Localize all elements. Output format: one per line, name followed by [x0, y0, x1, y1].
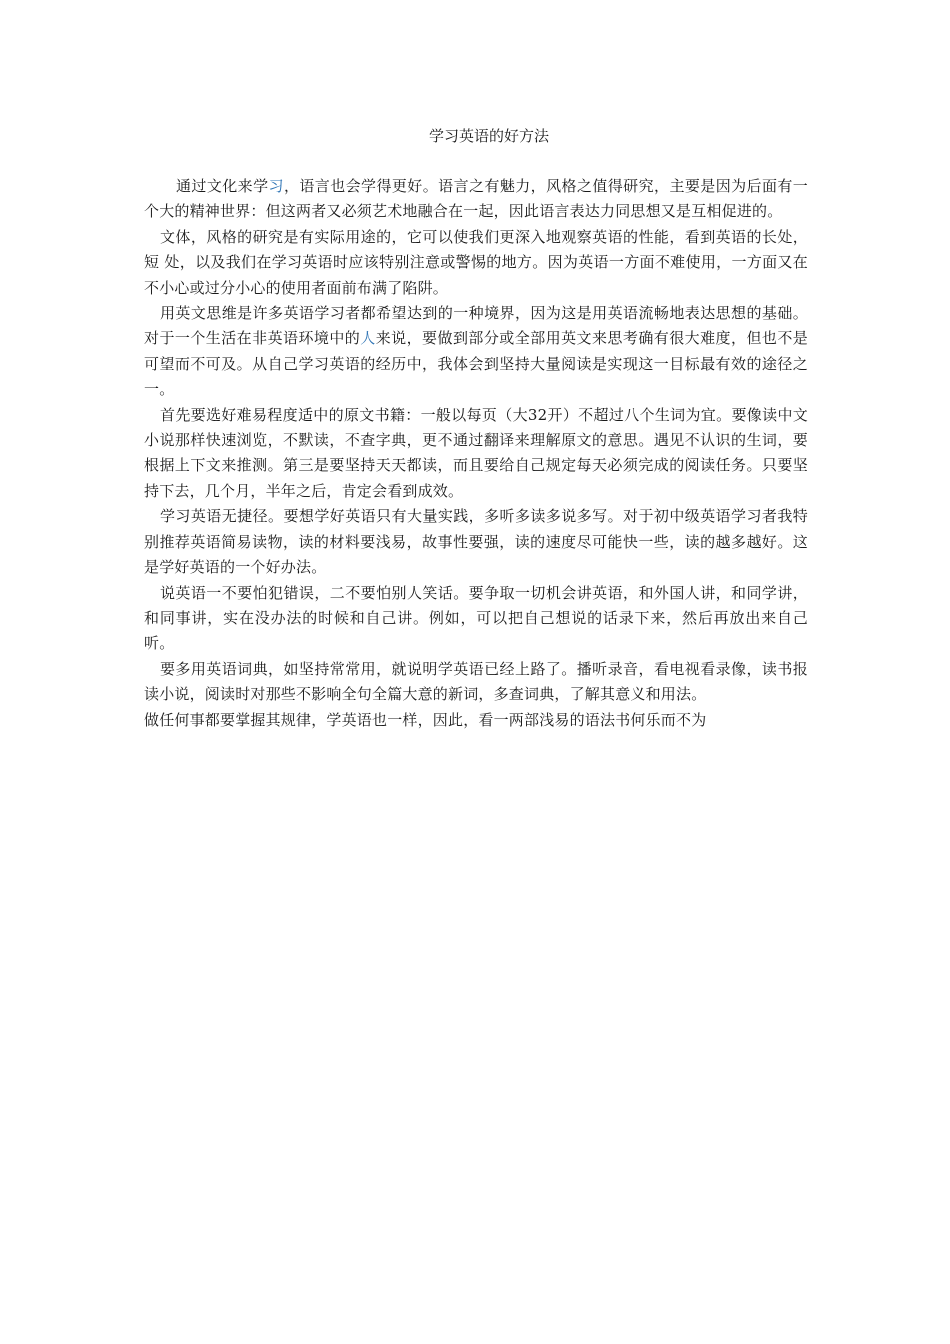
- paragraph-4: 首先要选好难易程度适中的原文书籍：一般以每页（大32开）不超过八个生词为宜。要像读中文小说那样快速浏览，不默读，不查字典，更不通过翻译来理解原文的意思。遇见不认识的生词，要根据上下文来推测。第三是要坚持天天都读，而且要给自己规定每天必须完成的阅读任务。只要坚持下去，几个月，半年之后，肯定会看到成效。: [144, 405, 808, 500]
- paragraph-3-start: 用英文思维是许多英语学习者都希望达到的一种境界，因为这是用英语流畅地表达思想的基础。对于一个生活在非英语环境中的: [144, 304, 808, 348]
- highlighted-char: 人: [360, 329, 376, 348]
- paragraph-3: [144, 301, 808, 403]
- paragraph-2: 文体，风格的研究是有实际用途的，它可以使我们更深入地观察英语的性能，看到英语的长处，短 处，以及我们在学习英语时应该特别注意或警惕的地方。因为英语一方面不难使用，一方面又在不小心或过分小心的使用者面前布满了陷阱。: [144, 227, 808, 297]
- paragraph-1-start: 通过文化来学: [176, 177, 269, 195]
- document-body: [144, 174, 808, 733]
- paragraph-3-end: 来说，要做到部分或全部用英文来思考确有很大难度，但也不是可望而不可及。从自己学习英语的经历中，我体会到坚持大量阅读是实现这一目标最有效的途径之一。: [144, 329, 808, 399]
- paragraph-7: 要多用英语词典，如坚持常常用，就说明学英语已经上路了。播听录音，看电视看录像，读书报读小说，阅读时对那些不影响全句全篇大意的新词，多查词典，了解其意义和用法。: [144, 659, 808, 704]
- paragraph-8: 做任何事都要掌握其规律，学英语也一样，因此，看一两部浅易的语法书何乐而不为: [144, 710, 707, 729]
- highlighted-char: 习: [268, 177, 284, 195]
- paragraph-1: [144, 174, 808, 225]
- paragraph-6: 说英语一不要怕犯错误，二不要怕别人笑话。要争取一切机会讲英语，和外国人讲，和同学讲，和同事讲，实在没办法的时候和自己讲。例如，可以把自己想说的话录下来，然后再放出来自己听。: [144, 583, 808, 653]
- paragraph-1-end: ，语言也会学得更好。语言之有魅力，风格之值得研究，主要是因为后面有一个大的精神世界：但这两者又必须艺术地融合在一起，因此语言表达力同思想又是互相促进的。: [144, 177, 809, 221]
- paragraph-5: 学习英语无捷径。要想学好英语只有大量实践，多听多读多说多写。对于初中级英语学习者我特别推荐英语简易读物，读的材料要浅易，故事性要强，读的速度尽可能快一些，读的越多越好。这是学好英语的一个好办法。: [144, 507, 808, 577]
- document-title: 学习英语的好方法: [428, 127, 549, 145]
